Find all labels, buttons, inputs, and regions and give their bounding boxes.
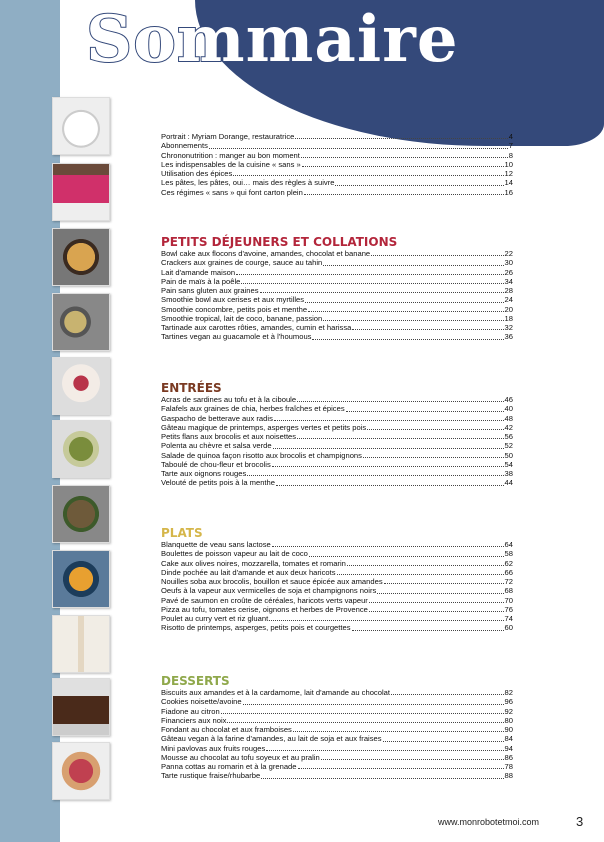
dot-leader xyxy=(233,175,503,176)
entry-title: Blanquette de veau sans lactose xyxy=(161,540,271,549)
toc-entry[interactable] xyxy=(161,178,513,187)
dot-leader xyxy=(297,438,503,439)
dot-leader xyxy=(321,759,504,760)
section-desserts xyxy=(161,674,513,781)
entry-title: Falafels aux graines de chia, herbes fraîches et épices xyxy=(161,404,345,414)
entry-page: 18 xyxy=(504,313,513,323)
entry-page: 10 xyxy=(504,159,513,169)
entry-title: Pain de maïs à la poêle xyxy=(161,276,241,286)
entry-title: Tartines vegan au guacamole et à l'houmous xyxy=(161,332,312,342)
entry-page: 7 xyxy=(508,141,513,151)
entry-title: Dinde pochée au lait d'amande et aux deux haricots xyxy=(161,567,336,577)
dot-leader xyxy=(227,722,503,723)
entry-page: 32 xyxy=(504,323,513,332)
section-entrees xyxy=(161,381,513,488)
entry-title: Portrait : Myriam Dorange, restauratrice xyxy=(161,132,295,141)
entry-page: 28 xyxy=(504,286,513,295)
entry-title: Pavé de saumon en croûte de céréales, haricots verts vapeur xyxy=(161,595,368,605)
section-heading: DESSERTS xyxy=(161,674,230,688)
entry-title: Tarte rustique fraise/rhubarbe xyxy=(161,771,261,781)
entry-title: Cake aux olives noires, mozzarella, tomates et romarin xyxy=(161,558,346,568)
entry-title: Biscuits aux amandes et à la cardamome, lait d'amande au chocolat xyxy=(161,688,390,697)
entry-title: Oeufs à la vapeur aux vermicelles de soja et champignons noirs xyxy=(161,586,377,596)
entry-page: 74 xyxy=(504,614,513,623)
entry-title: Acras de sardines au tofu et à la ciboule xyxy=(161,395,297,404)
entry-page: 24 xyxy=(504,295,513,305)
thumbnail-falafels xyxy=(52,420,110,478)
toc-entry[interactable] xyxy=(161,697,513,706)
entry-page: 78 xyxy=(504,762,513,771)
toc-entry[interactable] xyxy=(161,559,513,568)
dot-leader xyxy=(352,329,503,330)
dot-leader xyxy=(295,138,507,139)
entry-page: 88 xyxy=(504,771,513,781)
dot-leader xyxy=(305,302,503,303)
website-url[interactable]: www.monrobotetmoi.com xyxy=(438,817,540,827)
entry-title: Chrononutrition : manger au bon moment xyxy=(161,150,300,160)
entry-title: Smoothie bowl aux cerises et aux myrtilles xyxy=(161,295,305,305)
dot-leader xyxy=(363,457,504,458)
entry-page: 58 xyxy=(504,549,513,559)
entry-page: 52 xyxy=(504,441,513,451)
entry-page: 94 xyxy=(504,743,513,753)
dot-leader xyxy=(369,611,504,612)
toc-entry[interactable] xyxy=(161,568,513,577)
thumbnail-soup xyxy=(52,550,110,608)
toc-entry[interactable] xyxy=(161,688,513,697)
entry-page: 54 xyxy=(504,459,513,469)
entry-title: Abonnements xyxy=(161,141,208,151)
entry-title: Velouté de petits pois à la menthe xyxy=(161,478,275,488)
entry-page: 22 xyxy=(504,249,513,258)
toc-entry[interactable] xyxy=(161,323,513,332)
entry-page: 20 xyxy=(504,304,513,314)
entry-page: 68 xyxy=(504,586,513,596)
thumbnail-soba xyxy=(52,485,110,543)
toc-entry[interactable] xyxy=(161,549,513,558)
thumbnail-fondant xyxy=(52,678,110,736)
toc-entry[interactable] xyxy=(161,623,513,632)
dot-leader xyxy=(304,194,504,195)
entry-page: 12 xyxy=(504,169,513,178)
toc-entry[interactable] xyxy=(161,414,513,423)
entry-page: 56 xyxy=(504,432,513,441)
dot-leader xyxy=(247,475,503,476)
dot-leader xyxy=(323,320,503,321)
entry-page: 48 xyxy=(504,413,513,423)
entry-page: 64 xyxy=(504,540,513,549)
dot-leader xyxy=(297,401,503,402)
dot-leader xyxy=(377,593,503,594)
dot-leader xyxy=(369,602,504,603)
section-plats xyxy=(161,526,513,633)
toc-entry[interactable] xyxy=(161,469,513,478)
entry-page: 76 xyxy=(504,604,513,614)
dot-leader xyxy=(241,283,503,284)
entry-page: 96 xyxy=(504,697,513,707)
dot-leader xyxy=(266,750,503,751)
toc-entry[interactable] xyxy=(161,151,513,160)
toc-entry[interactable] xyxy=(161,478,513,487)
dot-leader xyxy=(347,565,504,566)
entry-page: 80 xyxy=(504,715,513,725)
entry-title: Panna cottas au romarin et à la grenade xyxy=(161,762,297,771)
toc-entry[interactable] xyxy=(161,707,513,716)
dot-leader xyxy=(323,265,503,266)
entry-page: 92 xyxy=(504,706,513,716)
entry-title: Tartinade aux carottes rôties, amandes, cumin et harissa xyxy=(161,323,352,332)
entry-title: Nouilles soba aux brocolis, bouillon et sauce épicée aux amandes xyxy=(161,577,383,586)
dot-leader xyxy=(269,620,503,621)
toc-entry[interactable] xyxy=(161,577,513,586)
toc-entry[interactable] xyxy=(161,716,513,725)
entry-page: 44 xyxy=(504,478,513,488)
dot-leader xyxy=(384,583,504,584)
entry-page: 46 xyxy=(504,395,513,404)
toc-entry[interactable] xyxy=(161,295,513,304)
entry-page: 16 xyxy=(504,187,513,197)
thumbnail-smoothie xyxy=(52,163,110,221)
toc-entry[interactable] xyxy=(161,314,513,323)
entry-title: Polenta au chèvre et salsa verde xyxy=(161,441,272,451)
dot-leader xyxy=(221,713,504,714)
dot-leader xyxy=(272,466,504,467)
dot-leader xyxy=(236,274,503,275)
entry-page: 14 xyxy=(504,178,513,188)
toc-entry[interactable] xyxy=(161,605,513,614)
dot-leader xyxy=(260,292,504,293)
dot-leader xyxy=(335,185,503,186)
entry-page: 62 xyxy=(504,558,513,568)
toc-entry[interactable] xyxy=(161,268,513,277)
toc-entry[interactable] xyxy=(161,188,513,197)
toc-entry[interactable] xyxy=(161,734,513,743)
dot-leader xyxy=(312,339,503,340)
dot-leader xyxy=(276,485,504,486)
toc-entry[interactable] xyxy=(161,771,513,780)
entry-title: Utilisation des épices xyxy=(161,169,233,178)
entry-page: 86 xyxy=(504,752,513,762)
entry-title: Petits flans aux brocolis et aux noisettes xyxy=(161,432,297,441)
entry-title: Mousse au chocolat au tofu soyeux et au pralin xyxy=(161,752,320,762)
dot-leader xyxy=(298,768,504,769)
entry-title: Les pâtes, les pâtes, oui… mais des règles à suivre xyxy=(161,178,335,188)
dot-leader xyxy=(272,546,504,547)
intro-list xyxy=(161,132,513,197)
entry-title: Gâteau vegan à la farine d'amandes, au lait de soja et aux fraises xyxy=(161,734,382,744)
entry-title: Smoothie concombre, petits pois et menthe xyxy=(161,304,308,314)
dot-leader xyxy=(261,778,503,779)
toc-entry[interactable] xyxy=(161,762,513,771)
thumbnail-clock xyxy=(52,97,110,155)
dot-leader xyxy=(352,630,504,631)
entry-title: Fiadone au citron xyxy=(161,706,220,716)
entry-page: 42 xyxy=(504,422,513,432)
entry-page: 82 xyxy=(504,688,513,697)
entry-title: Poulet au curry vert et riz gluant xyxy=(161,614,269,623)
entry-page: 70 xyxy=(504,595,513,605)
entry-title: Taboulé de chou-fleur et brocolis xyxy=(161,459,271,469)
dot-leader xyxy=(273,448,504,449)
toc-entry[interactable] xyxy=(161,286,513,295)
toc-entry[interactable] xyxy=(161,614,513,623)
toc-entry[interactable] xyxy=(161,441,513,450)
dot-leader xyxy=(391,694,504,695)
toc-entry[interactable] xyxy=(161,141,513,150)
entry-title: Gâteau magique de printemps, asperges vertes et petits pois xyxy=(161,422,367,432)
dot-leader xyxy=(302,166,504,167)
dot-leader xyxy=(243,704,504,705)
entry-title: Crackers aux graines de courge, sauce au tahin xyxy=(161,258,323,268)
toc-entry[interactable] xyxy=(161,460,513,469)
toc-entry[interactable] xyxy=(161,451,513,460)
toc-entry[interactable] xyxy=(161,744,513,753)
entry-page: 34 xyxy=(504,276,513,286)
section-petits-dejeuners xyxy=(161,235,513,342)
dot-leader xyxy=(301,157,508,158)
thumbnail-pavlova xyxy=(52,357,110,415)
entry-page: 8 xyxy=(508,150,513,160)
thumbnail-panna-cotta xyxy=(52,615,110,673)
thumbnail-bowl-cake xyxy=(52,228,110,286)
toc-entry[interactable] xyxy=(161,249,513,258)
entry-page: 66 xyxy=(504,567,513,577)
entry-title: Smoothie tropical, lait de coco, banane, passion xyxy=(161,313,323,323)
entry-title: Mini pavlovas aux fruits rouges xyxy=(161,743,266,753)
toc-entry[interactable] xyxy=(161,169,513,178)
toc-entry[interactable] xyxy=(161,753,513,762)
page-number: 3 xyxy=(576,814,584,829)
section-heading: PETITS DÉJEUNERS ET COLLATIONS xyxy=(161,235,398,249)
entry-page: 30 xyxy=(504,258,513,268)
toc-entry[interactable] xyxy=(161,586,513,595)
page-title: Sommaire xyxy=(86,2,459,77)
dot-leader xyxy=(371,255,503,256)
toc-entry[interactable] xyxy=(161,404,513,413)
dot-leader xyxy=(383,741,504,742)
thumbnail-tarte xyxy=(52,742,110,800)
entry-title: Financiers aux noix xyxy=(161,715,227,725)
entry-page: 26 xyxy=(504,267,513,277)
toc-entry[interactable] xyxy=(161,277,513,286)
entry-page: 40 xyxy=(504,404,513,414)
toc-entry[interactable] xyxy=(161,423,513,432)
entry-page: 72 xyxy=(504,577,513,586)
dot-leader xyxy=(293,731,504,732)
entry-page: 90 xyxy=(504,725,513,734)
entry-page: 38 xyxy=(504,469,513,478)
toc-entry[interactable] xyxy=(161,395,513,404)
toc-entry[interactable] xyxy=(161,596,513,605)
entry-title: Pain sans gluten aux graines xyxy=(161,286,259,295)
dot-leader xyxy=(308,311,504,312)
toc-entry[interactable] xyxy=(161,160,513,169)
dot-leader xyxy=(309,556,504,557)
section-heading: ENTRÉES xyxy=(161,381,222,395)
entry-title: Ces régimes « sans » qui font carton plein xyxy=(161,187,303,197)
dot-leader xyxy=(209,148,508,149)
entry-page: 4 xyxy=(508,132,513,141)
entry-page: 50 xyxy=(504,450,513,460)
entry-title: Cookies noisette/avoine xyxy=(161,697,242,707)
dot-leader xyxy=(337,574,504,575)
toc-entry[interactable] xyxy=(161,332,513,341)
entry-page: 60 xyxy=(504,623,513,633)
dot-leader xyxy=(274,420,504,421)
entry-title: Boulettes de poisson vapeur au lait de coco xyxy=(161,549,308,559)
entry-title: Tarte aux oignons rouges xyxy=(161,469,247,478)
dot-leader xyxy=(346,411,504,412)
entry-page: 36 xyxy=(504,332,513,342)
toc-entry[interactable] xyxy=(161,305,513,314)
entry-title: Gaspacho de betterave aux radis xyxy=(161,413,273,423)
entry-title: Risotto de printemps, asperges, petits pois et courgettes xyxy=(161,623,351,633)
entry-page: 84 xyxy=(504,734,513,744)
toc-entry[interactable] xyxy=(161,258,513,267)
section-heading: PLATS xyxy=(161,526,203,540)
entry-title: Salade de quinoa façon risotto aux brocolis et champignons xyxy=(161,450,362,460)
entry-title: Lait d'amande maison xyxy=(161,267,236,277)
toc-entry[interactable] xyxy=(161,132,513,141)
entry-title: Les indispensables de la cuisine « sans » xyxy=(161,159,301,169)
toc-entry[interactable] xyxy=(161,540,513,549)
thumbnail-flans xyxy=(52,293,110,351)
entry-title: Fondant au chocolat et aux framboises xyxy=(161,725,292,734)
left-color-strip xyxy=(0,0,60,842)
toc-entry[interactable] xyxy=(161,432,513,441)
dot-leader xyxy=(367,429,503,430)
entry-title: Pizza au tofu, tomates cerise, oignons et herbes de Provence xyxy=(161,604,368,614)
toc-entry[interactable] xyxy=(161,725,513,734)
entry-title: Bowl cake aux flocons d'avoine, amandes, chocolat et banane xyxy=(161,249,371,258)
